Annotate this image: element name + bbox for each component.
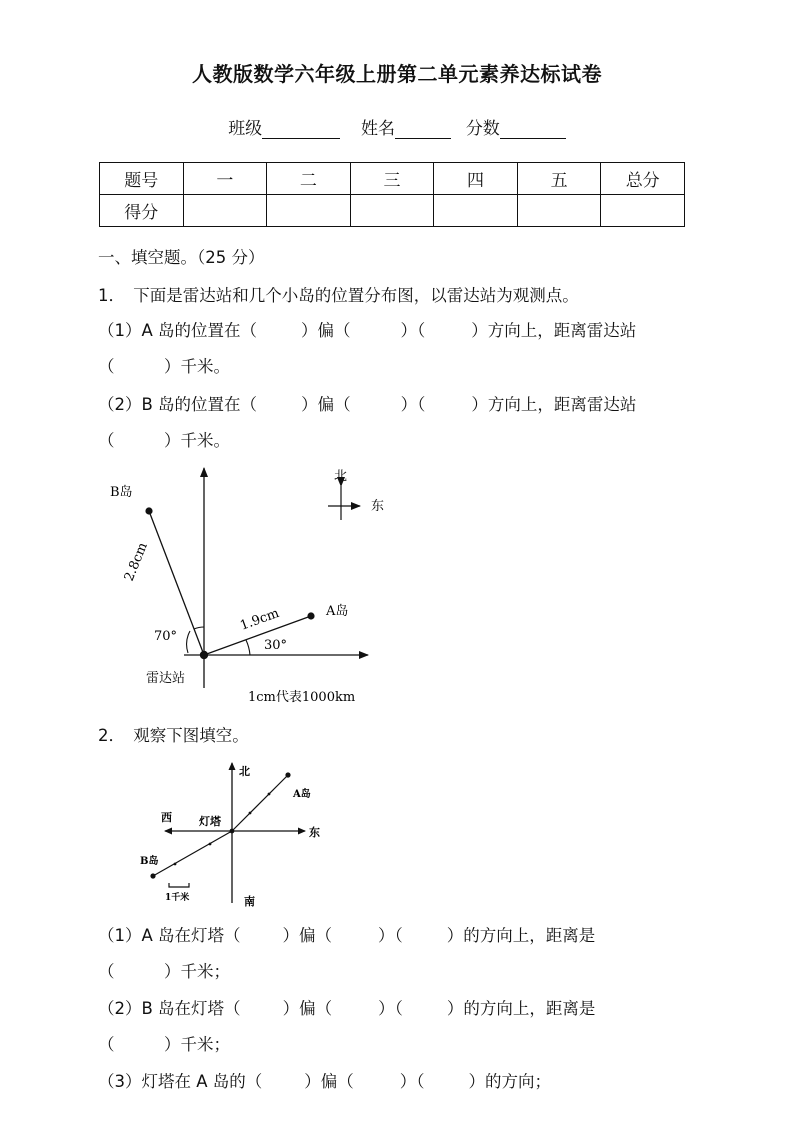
text-span: （2）B 岛在灯塔（ (98, 999, 241, 1018)
header-cell: 二 (267, 163, 351, 195)
text-span: ）（ (399, 1072, 425, 1091)
text-span: ）方向上，距离雷达站 (471, 395, 637, 414)
section1-heading: 一、填空题。（25 分） (98, 248, 265, 267)
page-title: 人教版数学六年级上册第二单元素养达标试卷 (192, 62, 602, 86)
q1-part2-line1 (98, 391, 636, 415)
score-table-header-row (100, 163, 685, 195)
score-cell[interactable] (267, 195, 351, 227)
text-span: （1）A 岛的位置在（ (98, 321, 258, 340)
angle-30-label: 30° (264, 638, 288, 653)
class-blank[interactable] (262, 120, 340, 139)
text-span: ）偏（ (282, 999, 333, 1018)
a-island-point (307, 612, 314, 619)
b-island-label: B岛 (110, 485, 133, 500)
header-cell: 一 (183, 163, 267, 195)
b-island-label: B岛 (140, 856, 159, 867)
b-island-point (145, 507, 152, 514)
score-cell[interactable] (601, 195, 685, 227)
q1-part1-line2: （ ）千米。 (98, 357, 230, 376)
header-cell: 三 (350, 163, 434, 195)
q1-part1-line1 (98, 317, 636, 341)
text-span: ）（ (378, 926, 403, 945)
score-label: 分数 (465, 119, 500, 139)
lighthouse-label: 灯塔 (199, 815, 221, 828)
tick-mark (268, 793, 271, 796)
score-cell[interactable] (350, 195, 434, 227)
header-cell: 五 (517, 163, 601, 195)
tick-mark (249, 812, 252, 815)
a-island-line (232, 775, 288, 831)
west-label: 西 (161, 811, 172, 824)
lighthouse-diagram (135, 758, 335, 910)
angle-arc-30 (246, 640, 250, 655)
q2-part1-line2: （ ）千米； (98, 962, 230, 981)
q2-part2-line1 (98, 995, 595, 1019)
text-span: ）的方向； (468, 1072, 552, 1091)
angle-arc-70-side (187, 631, 190, 653)
b-island-point (150, 873, 155, 878)
score-cell[interactable] (183, 195, 267, 227)
radar-station-point (200, 651, 208, 659)
scale-label: 1cm代表1000km (248, 690, 356, 705)
text-span: ）的方向上，距离是 (446, 926, 596, 945)
q1-stem: 1． 下面是雷达站和几个小岛的位置分布图，以雷达站为观测点。 (98, 286, 579, 305)
south-label: 南 (244, 895, 255, 908)
score-table (99, 162, 685, 227)
q2-part3-line1 (98, 1068, 551, 1092)
b-island-line (153, 831, 232, 876)
text-span: （2）B 岛的位置在（ (98, 395, 258, 414)
student-info-line (0, 114, 794, 139)
q1-part2-line2: （ ）千米。 (98, 431, 230, 450)
text-span: ）（ (400, 395, 426, 414)
lighthouse-point (230, 829, 235, 834)
text-span: ）偏（ (304, 1072, 354, 1091)
text-span: ）（ (400, 321, 426, 340)
text-span: （1）A 岛在灯塔（ (98, 926, 241, 945)
angle-70-label: 70° (154, 629, 178, 644)
q2-part2-line2: （ ）千米； (98, 1035, 230, 1054)
compass-north-label: 北 (334, 469, 348, 484)
east-label: 东 (309, 826, 320, 839)
compass-east-label: 东 (371, 499, 385, 514)
scale-bar (169, 883, 189, 887)
text-span: ）偏（ (301, 321, 351, 340)
north-label: 北 (239, 765, 250, 778)
a-island-point (285, 772, 290, 777)
header-cell: 总分 (601, 163, 685, 195)
score-cell[interactable] (517, 195, 601, 227)
tick-mark (209, 843, 212, 846)
tick-mark (174, 863, 177, 866)
text-span: ）方向上，距离雷达站 (471, 321, 637, 340)
row-label-cell: 得分 (100, 195, 184, 227)
name-blank[interactable] (395, 120, 451, 139)
q2-part1-line1 (98, 922, 595, 946)
distance-a-label: 1.9cm (238, 605, 282, 634)
header-cell: 题号 (100, 163, 184, 195)
radar-station-label: 雷达站 (146, 671, 186, 686)
distance-b-label: 2.8cm (121, 540, 151, 584)
q2-stem: 2． 观察下图填空。 (98, 726, 249, 745)
angle-arc-70 (194, 627, 204, 629)
scale-label: 1千米 (165, 893, 190, 903)
text-span: ）偏（ (301, 395, 351, 414)
a-island-label: A岛 (293, 789, 311, 800)
a-island-label: A岛 (326, 604, 349, 619)
text-span: ）的方向上，距离是 (446, 999, 596, 1018)
class-label: 班级 (228, 119, 263, 139)
score-table-score-row (100, 195, 685, 227)
score-cell[interactable] (434, 195, 518, 227)
text-span: ）偏（ (282, 926, 333, 945)
header-cell: 四 (434, 163, 518, 195)
text-span: （3）灯塔在 A 岛的（ (98, 1072, 263, 1091)
radar-station-diagram (100, 460, 400, 710)
name-label: 姓名 (361, 119, 395, 139)
score-blank[interactable] (500, 120, 566, 139)
text-span: ）（ (378, 999, 403, 1018)
